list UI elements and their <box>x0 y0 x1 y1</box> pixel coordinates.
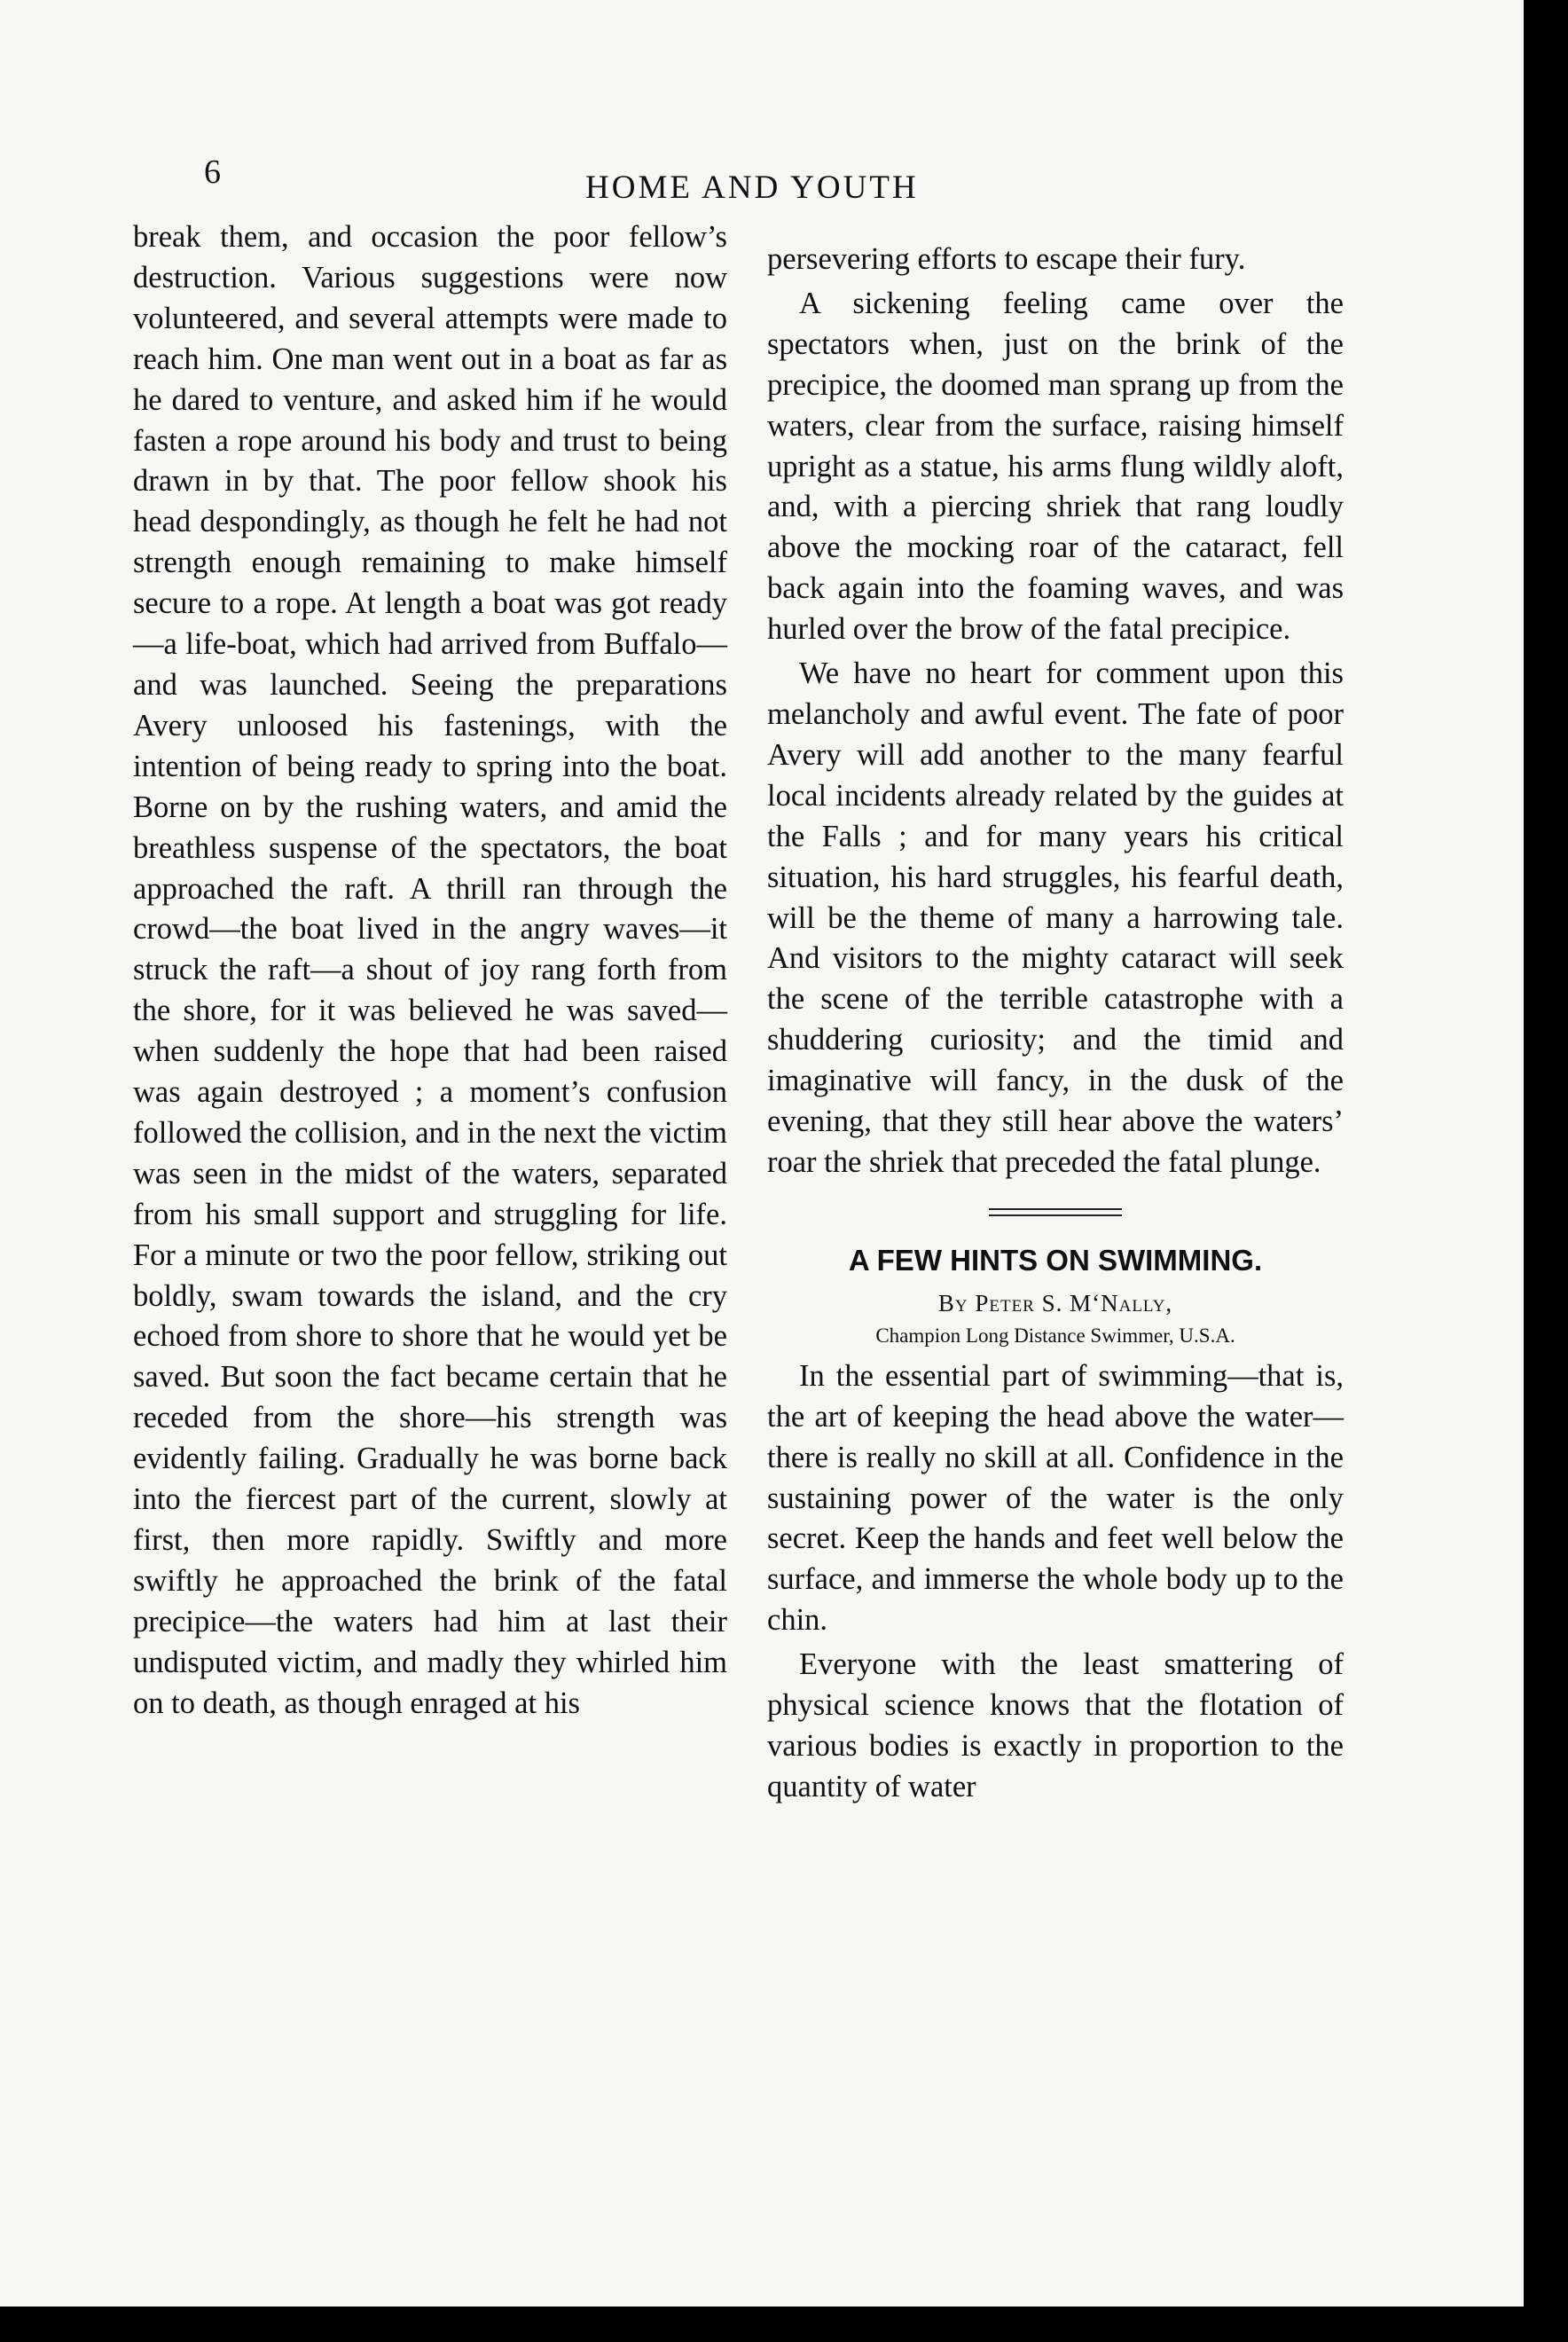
article-paragraph-1: In the essential part of swimming—that is, the art of keeping the head above the water—there is really no skill at all. Confidence in the sustaining power of the water is the only secret. Keep the hands and feet well below the surface, and immerse the whole body up to the chin. <box>767 1358 1344 1638</box>
article-paragraph-2: Everyone with the least smattering of physical science knows that the flotation of various bodies is exactly in proportion to the quantity of water <box>767 1647 1344 1804</box>
divider-line-top <box>989 1208 1122 1210</box>
section-divider <box>989 1208 1122 1216</box>
divider-line-bottom <box>989 1214 1122 1216</box>
scan-edge-right <box>1524 0 1568 2342</box>
article-title: A FEW HINTS ON SWIMMING. <box>848 1243 1263 1277</box>
right-paragraph-1: persevering efforts to escape their fury. <box>767 242 1246 276</box>
page-number: 6 <box>204 153 221 191</box>
right-column <box>767 240 1344 1808</box>
running-head: HOME AND YOUTH <box>585 169 919 206</box>
right-paragraph-3: We have no heart for comment upon this melancholy and awful event. The fate of poor Avery will add another to the many fearful local incidents already related by the guides at the Falls ; and for many years his critical situation, his hard struggles, his fearful death, will be the theme of many a harrowing tale. And visitors to the mighty cataract will seek the scene of the terrible catastrophe with a shuddering curiosity; and the timid and imaginative will fancy, in the dusk of the evening, that they still hear above the waters’ roar the shriek that preceded the fatal plunge. <box>767 656 1344 1179</box>
article-byline: By Peter S. M‘Nally, <box>937 1289 1173 1316</box>
left-column <box>133 217 727 1725</box>
scan-edge-bottom <box>0 2307 1568 2342</box>
right-paragraph-2: A sickening feeling came over the spectators when, just on the brink of the precipice, the doomed man sprang up from the waters, clear from the surface, raising himself upright as a statue, his arms flung wildly aloft, and, with a piercing shriek that rang loudly above the mocking roar of the cataract, fell back again into the foaming waves, and was hurled over the brow of the fatal precipice. <box>767 286 1344 647</box>
article-credit: Champion Long Distance Swimmer, U.S.A. <box>875 1324 1235 1347</box>
left-paragraph-1: break them, and occasion the poor fellow’s destruction. Various suggestions were now volunteered, and several attempts were made to reach him. One man went out in a boat as far as he dared to venture, and asked him if he would fasten a rope around his body and trust to being drawn in by that. The poor fellow shook his head despondingly, as though he felt he had not strength enough remaining to make himself secure to a rope. At length a boat was got ready—a life-boat, which had arrived from Buffalo—and was launched. Seeing the preparations Avery unloosed his fastenings, with the intention of being ready to spring into the boat. Borne on by the rushing waters, and amid the breathless suspense of the spectators, the boat approached the raft. A thrill ran through the crowd—the boat lived in the angry waves—it struck the raft—a shout of joy rang forth from the shore, for it was believed he was saved—when suddenly the hope that had been raised was again destroyed ; a moment’s confusion followed the collision, and in the next the victim was seen in the midst of the waters, separated from his small support and struggling for life. For a minute or two the poor fellow, striking out boldly, swam towards the island, and the cry echoed from shore to shore that he would yet be saved. But soon the fact became certain that he receded from the shore—his strength was evidently failing. Gradually he was borne back into the fiercest part of the current, slowly at first, then more rapidly. Swiftly and more swiftly he approached the brink of the fatal precipice—the waters had him at last their undisputed victim, and madly they whirled him on to death, as though enraged at his <box>133 220 727 1720</box>
